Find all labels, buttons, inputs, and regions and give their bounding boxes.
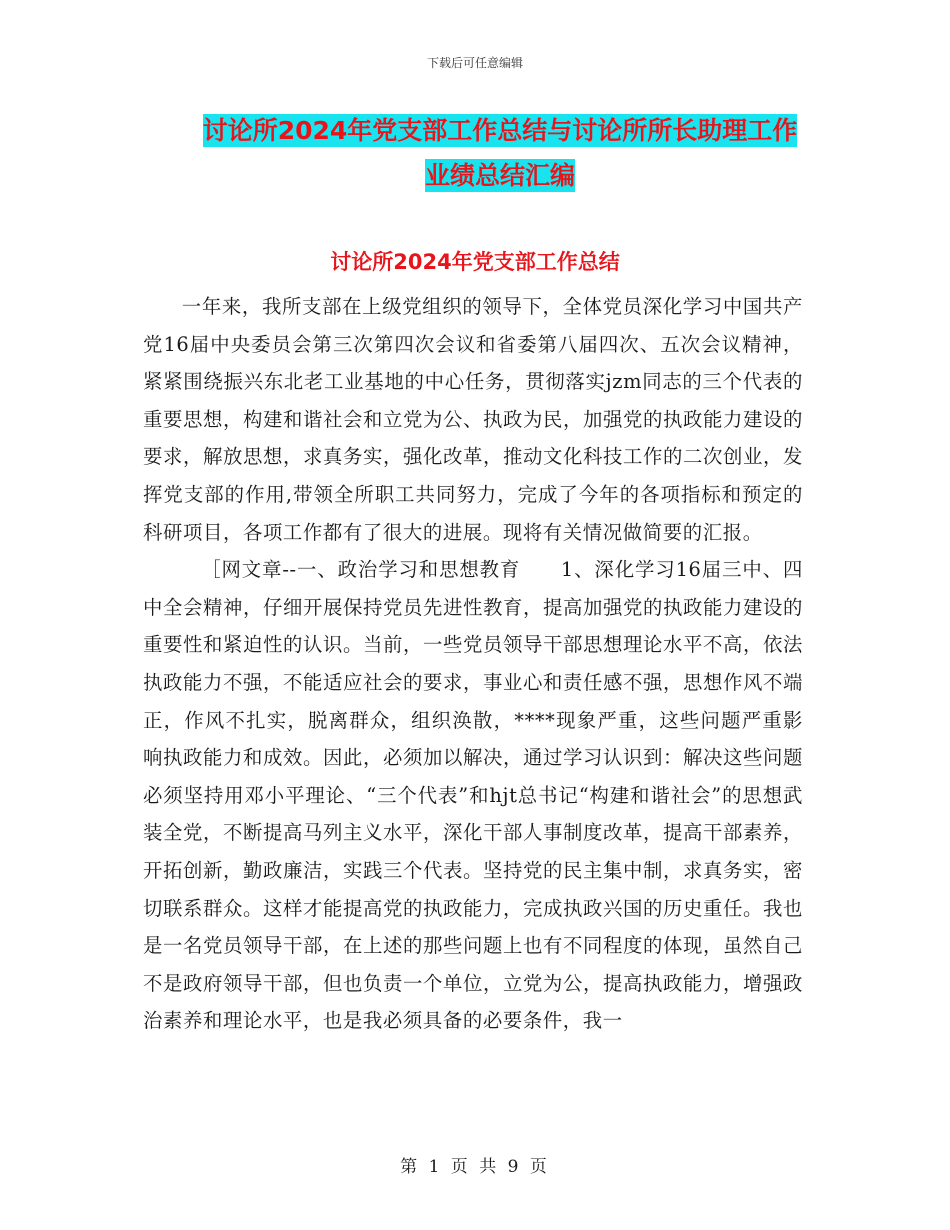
document-title-line-2: 业绩总结汇编 — [424, 161, 575, 190]
page-number-footer: 第 1 页 共 9 页 — [400, 1157, 550, 1177]
header-note: 下载后可任意编辑 — [426, 56, 523, 70]
section-title: 讨论所2024年党支部工作总结 — [330, 250, 620, 274]
document-title — [150, 108, 850, 198]
document-title-line-1: 讨论所2024年党支部工作总结与讨论所所长助理工作 — [202, 116, 798, 145]
document-body — [143, 288, 803, 1040]
body-paragraph-1: 一年来，我所支部在上级党组织的领导下，全体党员深化学习中国共产党16届中央委员会第三次第四次会议和省委第八届四次、五次会议精神，紧紧围绕振兴东北老工业基地的中心任务，贯彻落实jzm同志的三个代表的重要思想，构建和谐社会和立党为公、执政为民，加强党的执政能力建设的要求，解放思想，求真务实，强化改革，推动文化科技工作的二次创业，发挥党支部的作用,带领全所职工共同努力，完成了今年的各项指标和预定的科研项目，各项工作都有了很大的进展。现将有关情况做简要的汇报。 — [143, 295, 803, 544]
body-paragraph-2: ［网文章--一、政治学习和思想教育 1、深化学习16届三中、四中全会精神，仔细开展保持党员先进性教育，提高加强党的执政能力建设的重要性和紧迫性的认识。当前，一些党员领导干部思想理论水平不高，依法执政能力不强，不能适应社会的要求，事业心和责任感不强，思想作风不端正，作风不扎实，脱离群众，组织涣散，****现象严重，这些问题严重影响执政能力和成效。因此，必须加以解决，通过学习认识到：解决这些问题必须坚持用邓小平理论、“三个代表”和hjt总书记“构建和谐社会”的思想武装全党，不断提高马列主义水平，深化干部人事制度改革，提高干部素养，开拓创新，勤政廉洁，实践三个代表。坚持党的民主集中制，求真务实，密切联系群众。这样才能提高党的执政能力，完成执政兴国的历史重任。我也是一名党员领导干部，在上述的那些问题上也有不同程度的体现，虽然自己不是政府领导干部，但也负责一个单位，立党为公，提高执政能力，增强政治素养和理论水平，也是我必须具备的必要条件，我一 — [143, 558, 803, 1033]
